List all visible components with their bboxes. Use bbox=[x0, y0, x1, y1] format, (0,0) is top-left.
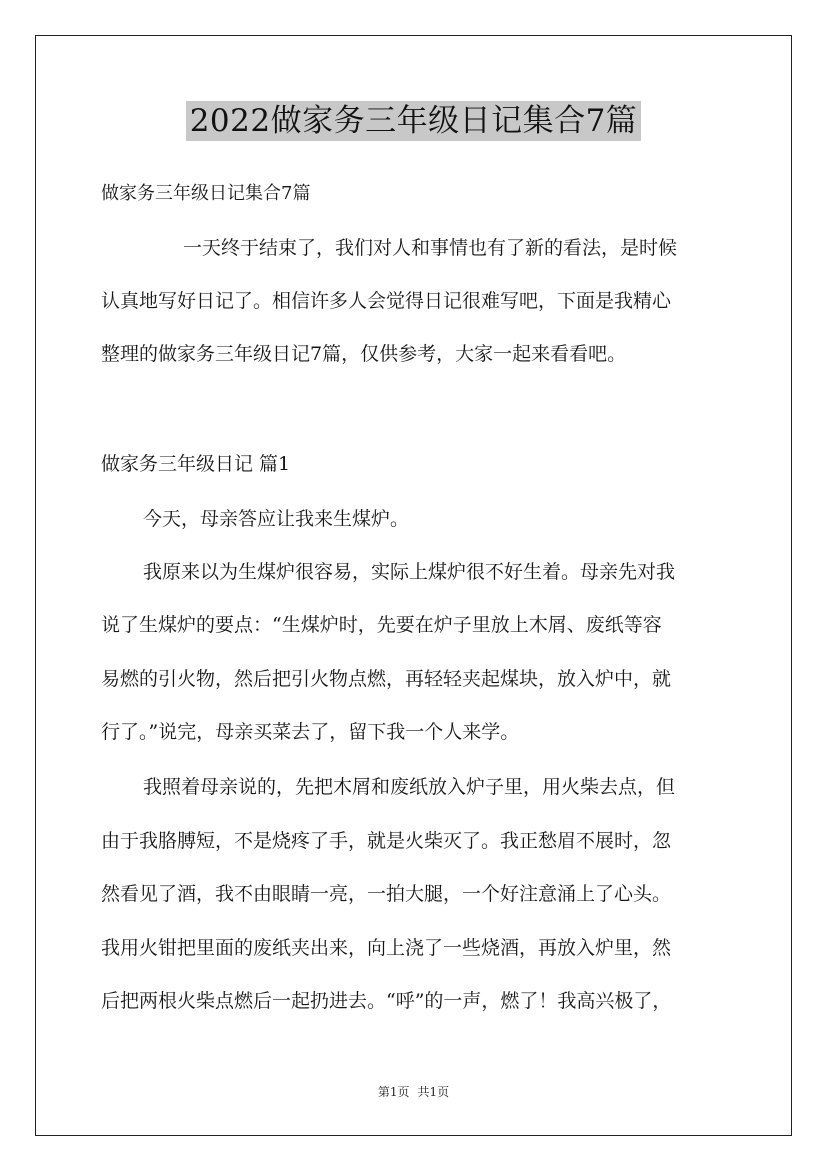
page-number: 第1页 bbox=[377, 1085, 410, 1099]
body-line: 我用火钳把里面的废纸夹出来，向上浇了一些烧酒，再放入炉里，然 bbox=[101, 937, 672, 959]
body-line: 后把两根火柴点燃后一起扔进去。“呼”的一声，燃了！我高兴极了， bbox=[101, 990, 672, 1012]
intro-line: 整理的做家务三年级日记7篇，仅供参考，大家一起来看看吧。 bbox=[101, 343, 627, 365]
body-line: 然看见了酒，我不由眼睛一亮，一拍大腿，一个好注意涌上了心头。 bbox=[101, 883, 672, 905]
intro-line: 认真地写好日记了。相信许多人会觉得日记很难写吧，下面是我精心 bbox=[101, 290, 672, 312]
document-subtitle: 做家务三年级日记集合7篇 bbox=[101, 183, 311, 204]
title-container bbox=[0, 101, 827, 141]
body-line: 由于我胳膊短，不是烧疼了手，就是火柴灭了。我正愁眉不展时，忽 bbox=[101, 830, 672, 852]
section-heading: 做家务三年级日记 篇1 bbox=[101, 453, 291, 475]
body-line: 我照着母亲说的，先把木屑和废纸放入炉子里，用火柴去点，但 bbox=[143, 776, 676, 798]
document-title: 2022做家务三年级日记集合7篇 bbox=[186, 101, 642, 141]
body-line: 行了。”说完，母亲买菜去了，留下我一个人来学。 bbox=[101, 721, 520, 743]
body-line: 我原来以为生煤炉很容易，实际上煤炉很不好生着。母亲先对我 bbox=[143, 561, 676, 583]
body-line: 今天，母亲答应让我来生煤炉。 bbox=[143, 508, 410, 530]
body-line: 易燃的引火物，然后把引火物点燃，再轻轻夹起煤块，放入炉中，就 bbox=[101, 668, 672, 690]
page-total: 共1页 bbox=[417, 1085, 450, 1099]
page-footer bbox=[0, 1084, 827, 1100]
intro-line: 一天终于结束了，我们对人和事情也有了新的看法，是时候 bbox=[183, 237, 678, 259]
body-line: 说了生煤炉的要点：“生煤炉时，先要在炉子里放上木屑、废纸等容 bbox=[101, 614, 662, 636]
